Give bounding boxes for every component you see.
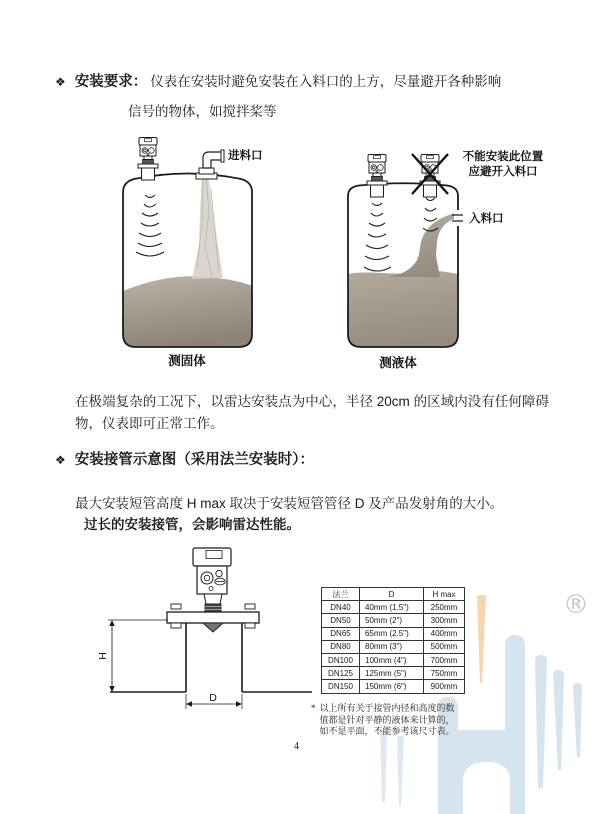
cell-flange: DN150 <box>322 680 360 693</box>
radar-signal-arcs-right-tank <box>364 203 391 271</box>
flange-dimension-table <box>321 587 465 694</box>
feed-inlet-label: 进料口 <box>228 150 263 162</box>
liquid-pool <box>348 271 458 347</box>
cell-d: 50mm (2") <box>360 614 424 627</box>
cell-flange: DN125 <box>322 667 360 680</box>
table-footnote <box>311 703 463 738</box>
logo-orange-bar <box>477 595 486 683</box>
cell-hmax: 900mm <box>424 680 465 693</box>
table-row <box>322 601 465 614</box>
logo-bar-streak2 <box>397 736 404 806</box>
cell-hmax: 300mm <box>424 614 465 627</box>
logo-h-arch-cutout <box>463 762 510 814</box>
section1-heading <box>55 75 501 90</box>
table-row <box>322 653 465 666</box>
diamond-bullet-icon: ❖ <box>55 75 66 89</box>
caption-measure-liquids: 测液体 <box>379 356 417 370</box>
table-row <box>322 614 465 627</box>
table-row <box>322 640 465 653</box>
table-row <box>322 680 465 693</box>
registered-trademark-icon: ® <box>563 590 589 620</box>
section2-line2: 过长的安装接管，会影响雷达性能。 <box>84 517 300 532</box>
cell-d: 150mm (6") <box>360 680 424 693</box>
logo-signal-bar1 <box>535 655 547 788</box>
transmitter-device <box>193 548 231 612</box>
dimension-lines <box>97 620 242 709</box>
col-header-hmax: H max <box>424 588 465 601</box>
section1-line2: 信号的物体，如搅拌桨等 <box>128 104 277 119</box>
footnote-text: 以上所有关于接管内径和高度的数值都是针对平静的液体来计算的，如不是平面，不能参考该尺寸表。 <box>319 703 455 736</box>
warning-line2: 应避开入料口 <box>468 166 538 178</box>
caption-measure-solids: 测固体 <box>168 354 206 368</box>
logo-signal-bar2 <box>553 670 564 770</box>
cell-hmax: 500mm <box>424 640 465 653</box>
radar-sensor-left-tank <box>138 138 158 181</box>
table-row <box>322 627 465 640</box>
cell-hmax: 250mm <box>424 601 465 614</box>
dimension-d-label: D <box>209 692 217 704</box>
section2-heading <box>55 453 317 468</box>
table-row <box>322 667 465 680</box>
cell-d: 80mm (3") <box>360 640 424 653</box>
section2-title: 安装接管示意图（采用法兰安装时）： <box>74 452 315 468</box>
section1-line1: 仪表在安装时避免安装在入料口的上方，尽量避开各种影响 <box>150 74 502 89</box>
cell-hmax: 400mm <box>424 627 465 640</box>
table-header-row <box>322 588 465 601</box>
diamond-bullet-icon: ❖ <box>55 453 66 467</box>
cell-hmax: 750mm <box>424 667 465 680</box>
radar-signal-arcs-left-tank <box>136 195 164 256</box>
mounting-nozzle-pipe <box>110 623 312 692</box>
page-number: 4 <box>294 741 299 752</box>
flange-mounting-diagram <box>80 538 320 728</box>
warning-line1: 不能安装此位置 <box>462 151 544 163</box>
tank-solids-diagram <box>123 138 263 369</box>
paragraph-clearance: 在极端复杂的工况下，以雷达安装点为中心，半径 20cm 的区域内没有任何障碍物，仪表即可正常工作。 <box>75 394 549 431</box>
pouring-liquid-stream <box>388 212 459 277</box>
antenna-horn <box>203 623 223 632</box>
footnote-asterisk: * <box>311 703 316 713</box>
cell-flange: DN50 <box>322 614 360 627</box>
cell-flange: DN100 <box>322 653 360 666</box>
solid-material-pile <box>123 276 252 347</box>
inlet-label: 入料口 <box>469 213 504 225</box>
cell-d: 125mm (5") <box>360 667 424 680</box>
section1-title: 安装要求： <box>74 74 148 90</box>
dimension-h-label: H <box>97 652 109 660</box>
cell-d: 65mm (2.5") <box>360 627 424 640</box>
cell-d: 40mm (1.5") <box>360 601 424 614</box>
cell-hmax: 700mm <box>424 653 465 666</box>
cell-flange: DN65 <box>322 627 360 640</box>
section2-line1: 最大安装短管高度 H max 取决于安装短管管径 D 及产品发射角的大小。 <box>75 496 504 511</box>
logo-signal-bar3 <box>573 683 582 757</box>
cell-flange: DN40 <box>322 601 360 614</box>
cell-d: 100mm (4") <box>360 653 424 666</box>
inlet-wall-gap <box>454 210 463 226</box>
installation-tanks-figure <box>78 128 558 384</box>
cell-flange: DN80 <box>322 640 360 653</box>
logo-bar-streak1 <box>380 730 387 802</box>
radar-sensor-right-tank-ok <box>367 155 387 198</box>
tank-liquids-diagram <box>348 149 544 370</box>
col-header-flange: 法兰 <box>322 588 360 601</box>
col-header-d: D <box>360 588 424 601</box>
